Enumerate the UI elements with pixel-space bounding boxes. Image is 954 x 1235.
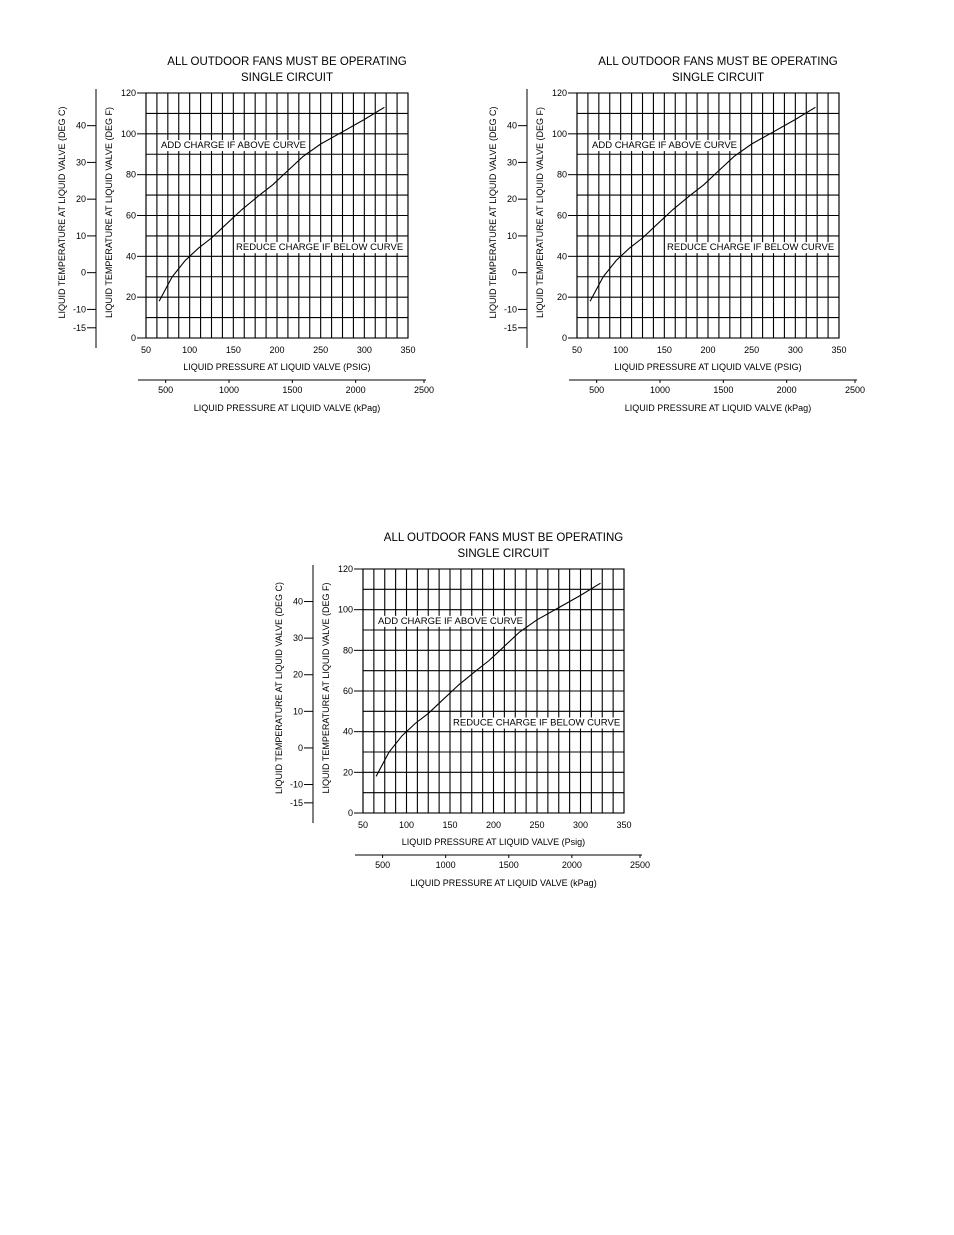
- y-axis-label: LIQUID TEMPERATURE AT LIQUID VALVE (DEG F): [535, 106, 545, 319]
- degc-tick-label: 30: [292, 633, 303, 644]
- degc-tick-label: 20: [75, 194, 86, 205]
- y-tick-label: 80: [342, 645, 353, 656]
- x-tick-label: 50: [571, 345, 583, 355]
- y-tick-label: 100: [337, 604, 353, 615]
- kpag-tick-label: 2000: [345, 385, 366, 395]
- charging-curve: [159, 107, 384, 301]
- x-tick-label: 300: [356, 345, 372, 355]
- degc-tick-label: 30: [506, 157, 517, 168]
- degc-tick-label: 0: [297, 742, 303, 753]
- chart-subtitle: SINGLE CIRCUIT: [457, 548, 550, 560]
- y2-axis-label: LIQUID TEMPERATURE AT LIQUID VALVE (DEG C): [274, 581, 284, 795]
- annotation-add-charge: ADD CHARGE IF ABOVE CURVE: [161, 140, 306, 152]
- annotation-reduce-charge: REDUCE CHARGE IF BELOW CURVE: [453, 717, 621, 729]
- charging-curve: [376, 583, 600, 776]
- degc-tick-label: 0: [80, 267, 86, 278]
- y-tick-label: 40: [342, 726, 353, 737]
- x-tick-label: 300: [787, 345, 803, 355]
- degc-tick-label: -10: [503, 304, 517, 315]
- x-tick-label: 100: [398, 820, 415, 830]
- chart-2: [488, 56, 865, 413]
- kpag-tick-label: 1000: [218, 385, 240, 395]
- x-axis-label: LIQUID PRESSURE AT LIQUID VALVE (PSIG): [614, 362, 802, 372]
- grid: [577, 93, 839, 338]
- x-axis-label: LIQUID PRESSURE AT LIQUID VALVE (Psig): [401, 837, 586, 847]
- y-tick-label: 60: [556, 210, 567, 221]
- x-tick-label: 250: [744, 345, 760, 355]
- degc-tick-label: -15: [72, 322, 86, 333]
- kpag-tick-label: 1000: [649, 385, 671, 395]
- x-tick-label: 350: [616, 820, 632, 830]
- kpag-tick-label: 2000: [561, 860, 582, 870]
- x-tick-label: 100: [613, 345, 629, 355]
- y-tick-label: 120: [551, 88, 567, 98]
- x-tick-label: 200: [700, 345, 716, 355]
- chart-title: ALL OUTDOOR FANS MUST BE OPERATING: [167, 56, 407, 68]
- y-tick-label: 0: [561, 333, 567, 343]
- y-tick-label: 100: [120, 128, 136, 139]
- y-tick-label: 80: [125, 169, 136, 180]
- chart-3: [274, 532, 650, 888]
- x-tick-label: 50: [140, 345, 152, 355]
- kpag-tick-label: 500: [375, 860, 391, 870]
- y-tick-label: 120: [337, 564, 353, 574]
- x-tick-label: 150: [656, 345, 672, 355]
- degc-tick-label: -10: [72, 304, 86, 315]
- y2-axis-label: LIQUID TEMPERATURE AT LIQUID VALVE (DEG C): [57, 106, 67, 319]
- y-tick-label: 60: [125, 210, 136, 221]
- annotation-add-charge: ADD CHARGE IF ABOVE CURVE: [592, 140, 737, 152]
- chart-1: [57, 56, 434, 413]
- y-tick-label: 0: [130, 333, 136, 343]
- degc-tick-label: -10: [289, 779, 303, 790]
- y-tick-label: 20: [125, 292, 136, 303]
- degc-tick-label: 10: [292, 706, 303, 717]
- x2-axis-label: LIQUID PRESSURE AT LIQUID VALVE (kPag): [193, 403, 381, 413]
- y-tick-label: 80: [556, 169, 567, 180]
- degc-tick-label: 0: [511, 267, 517, 278]
- chart-subtitle: SINGLE CIRCUIT: [240, 72, 334, 84]
- y-tick-label: 40: [556, 251, 567, 262]
- degc-tick-label: 10: [506, 230, 517, 241]
- y-axis-label: LIQUID TEMPERATURE AT LIQUID VALVE (DEG F): [321, 582, 331, 794]
- y2-axis-label: LIQUID TEMPERATURE AT LIQUID VALVE (DEG C): [488, 106, 498, 319]
- degc-tick-label: 40: [292, 596, 303, 607]
- degc-tick-label: 40: [75, 120, 86, 131]
- y-tick-label: 40: [125, 251, 136, 262]
- x-tick-label: 250: [313, 345, 329, 355]
- y-tick-label: 120: [120, 88, 136, 98]
- x-axis-label: LIQUID PRESSURE AT LIQUID VALVE (PSIG): [183, 362, 371, 372]
- y-tick-label: 20: [556, 292, 567, 303]
- x-tick-label: 250: [529, 820, 545, 830]
- chart-subtitle: SINGLE CIRCUIT: [671, 72, 765, 84]
- y-tick-label: 20: [342, 767, 353, 778]
- x-tick-label: 200: [485, 820, 502, 830]
- annotation-reduce-charge: REDUCE CHARGE IF BELOW CURVE: [236, 242, 404, 254]
- kpag-tick-label: 1500: [282, 385, 303, 395]
- x2-axis-label: LIQUID PRESSURE AT LIQUID VALVE (kPag): [410, 878, 597, 888]
- y-tick-label: 100: [551, 128, 567, 139]
- x-tick-label: 150: [225, 345, 241, 355]
- x-tick-label: 200: [269, 345, 285, 355]
- kpag-tick-label: 1500: [713, 385, 734, 395]
- charging-curve: [590, 107, 815, 301]
- kpag-tick-label: 500: [158, 385, 174, 395]
- y-axis-label: LIQUID TEMPERATURE AT LIQUID VALVE (DEG F): [104, 106, 114, 319]
- x-tick-label: 300: [572, 820, 589, 830]
- degc-tick-label: -15: [503, 322, 517, 333]
- y-tick-label: 0: [347, 808, 353, 818]
- kpag-tick-label: 2500: [844, 385, 866, 395]
- degc-tick-label: 20: [292, 669, 303, 680]
- x-tick-label: 350: [400, 345, 416, 355]
- annotation-reduce-charge: REDUCE CHARGE IF BELOW CURVE: [667, 242, 835, 254]
- kpag-tick-label: 500: [589, 385, 605, 395]
- kpag-tick-label: 1500: [498, 860, 519, 870]
- chart-title: ALL OUTDOOR FANS MUST BE OPERATING: [383, 532, 624, 544]
- chart-title: ALL OUTDOOR FANS MUST BE OPERATING: [598, 56, 838, 68]
- degc-tick-label: 40: [506, 120, 517, 131]
- annotation-add-charge: ADD CHARGE IF ABOVE CURVE: [378, 615, 523, 627]
- x-tick-label: 350: [831, 345, 847, 355]
- kpag-tick-label: 1000: [435, 860, 456, 870]
- grid: [363, 569, 624, 813]
- degc-tick-label: 20: [506, 194, 517, 205]
- kpag-tick-label: 2500: [629, 860, 651, 870]
- x2-axis-label: LIQUID PRESSURE AT LIQUID VALVE (kPag): [624, 403, 812, 413]
- degc-tick-label: 30: [75, 157, 86, 168]
- y-tick-label: 60: [342, 686, 353, 696]
- degc-tick-label: -15: [289, 797, 303, 808]
- kpag-tick-label: 2500: [413, 385, 435, 395]
- grid: [146, 93, 408, 338]
- x-tick-label: 100: [182, 345, 198, 355]
- x-tick-label: 50: [357, 820, 369, 830]
- x-tick-label: 150: [442, 820, 458, 830]
- kpag-tick-label: 2000: [776, 385, 797, 395]
- degc-tick-label: 10: [75, 230, 86, 241]
